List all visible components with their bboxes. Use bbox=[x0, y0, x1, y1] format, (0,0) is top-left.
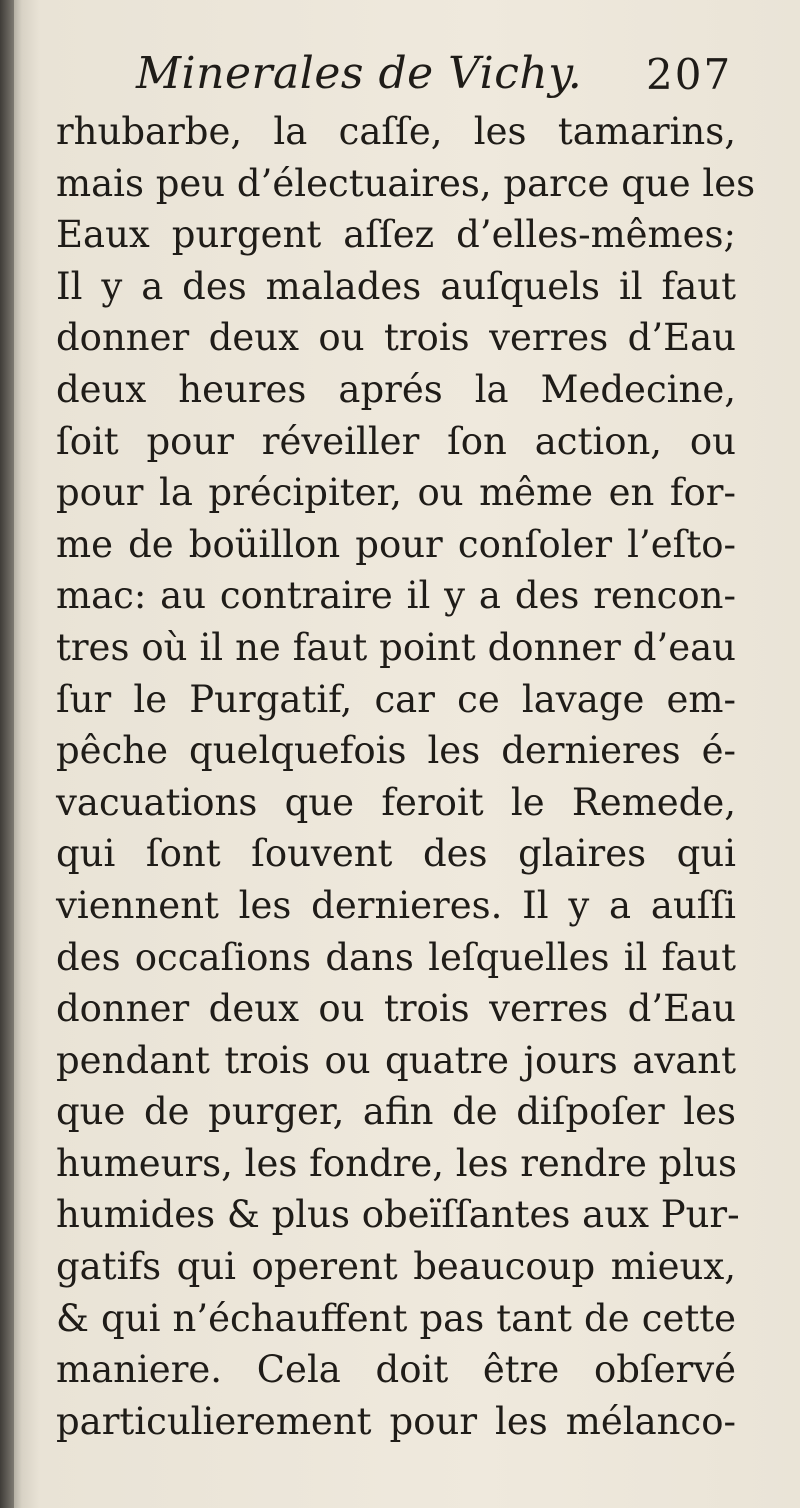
text-line: pendant trois ou quatre jours avant bbox=[56, 1038, 736, 1082]
text-line: gatifs qui operent beaucoup mieux, bbox=[56, 1245, 736, 1289]
text-line: pour la précipiter, ou même en for- bbox=[56, 471, 736, 515]
running-head-title: Minerales de Vichy. bbox=[136, 48, 583, 99]
text-line: que de purger, afin de diſpoſer les bbox=[56, 1090, 736, 1134]
text-line: mac: au contraire il y a des rencon- bbox=[56, 574, 736, 618]
binding-edge bbox=[0, 0, 14, 1508]
text-line: viennent les dernieres. Il y a auſſi bbox=[56, 883, 736, 927]
text-line: tres où il ne faut point donner d’eau bbox=[56, 625, 736, 669]
text-line: pêche quelquefois les dernieres é- bbox=[56, 729, 736, 773]
text-line: & qui n’échauffent pas tant de cette bbox=[56, 1296, 736, 1340]
text-line: donner deux ou trois verres d’Eau bbox=[56, 987, 736, 1031]
text-line: humeurs, les fondre, les rendre plus bbox=[56, 1141, 737, 1185]
text-line: Il y a des malades auſquels il faut bbox=[56, 264, 736, 308]
text-line: maniere. Cela doit être obſervé bbox=[56, 1348, 736, 1392]
text-line: des occaſions dans leſquelles il faut bbox=[56, 935, 736, 979]
text-line: donner deux ou trois verres d’Eau bbox=[56, 316, 736, 360]
text-line: me de boüillon pour conſoler l’eſto- bbox=[56, 522, 736, 566]
text-line: mais peu d’électuaires, parce que les bbox=[56, 161, 756, 205]
text-line: ſur le Purgatif, car ce lavage em- bbox=[56, 677, 736, 721]
text-line: rhubarbe, la caſſe, les tamarins, bbox=[56, 110, 736, 153]
text-line: particulierement pour les mélanco- bbox=[56, 1399, 736, 1443]
text-line: vacuations que feroit le Remede, bbox=[56, 780, 736, 824]
body-text bbox=[56, 106, 756, 1447]
text-line: humides & plus obeïſſantes aux Pur- bbox=[56, 1193, 740, 1237]
text-line: deux heures aprés la Medecine, bbox=[56, 367, 736, 411]
page-number: 207 bbox=[646, 50, 733, 99]
text-line: qui ſont ſouvent des glaires qui bbox=[56, 832, 736, 876]
text-line: Eaux purgent aſſez d’elles-mêmes; bbox=[56, 213, 736, 257]
text-line: ſoit pour réveiller ſon action, ou bbox=[56, 419, 736, 463]
